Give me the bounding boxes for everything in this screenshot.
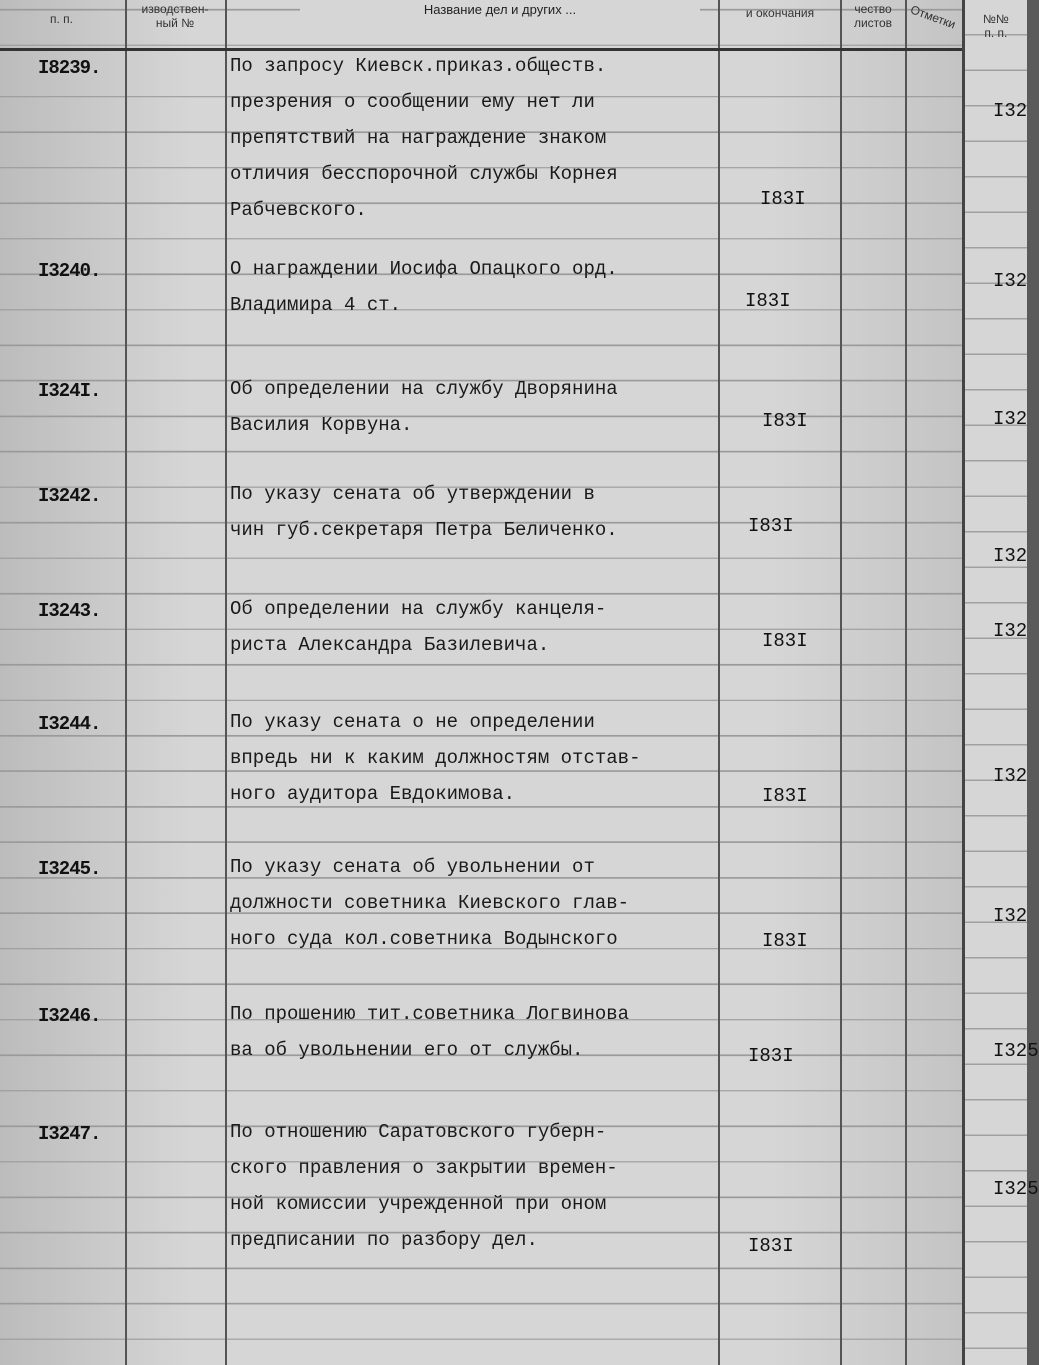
entry-year: I83I xyxy=(762,630,808,652)
entry-number: I3245. xyxy=(38,858,101,880)
header-title: Название дел и других ... xyxy=(300,2,700,17)
facing-page-number: I32 xyxy=(993,905,1028,927)
column-divider xyxy=(905,0,907,1365)
header-prod: изводствен- ный № xyxy=(141,2,209,30)
entry-year: I83I xyxy=(762,410,808,432)
entry-year: I83I xyxy=(762,785,808,807)
facing-page-number: I325 xyxy=(993,1178,1039,1200)
entry-number: I3243. xyxy=(38,600,101,622)
entry-title: О награждении Иосифа Опацкого орд. Владимира 4 ст. xyxy=(230,258,618,316)
column-divider xyxy=(125,0,127,1365)
header-num: п. п. xyxy=(50,12,73,26)
facing-page-number: I325 xyxy=(993,1040,1039,1062)
facing-page-number: I32 xyxy=(993,100,1028,122)
entry-year: I83I xyxy=(748,1045,794,1067)
entry-year: I83I xyxy=(760,188,806,210)
column-divider xyxy=(225,0,227,1365)
entry-number: I3240. xyxy=(38,260,101,282)
right-header: №№ п. п. xyxy=(983,12,1009,40)
entry-title: По прошению тит.советника Логвинова ва об увольнении его от службы. xyxy=(230,1003,630,1061)
entry-year: I83I xyxy=(748,515,794,537)
header-sheets: чество листов xyxy=(853,2,893,30)
facing-page-number: I32 xyxy=(993,408,1028,430)
header-notes: Отметки xyxy=(908,2,958,32)
entry-year: I83I xyxy=(748,1235,794,1257)
entry-number: I3246. xyxy=(38,1005,101,1027)
facing-page-number: I32 xyxy=(993,620,1028,642)
entry-title: По указу сената о не определении впредь ни к каким должностям отстав- ного аудитора Евдокимова. xyxy=(230,711,641,805)
entry-title: По указу сената об утверждении в чин губ.секретаря Петра Беличенко. xyxy=(230,483,618,541)
facing-page xyxy=(962,0,1039,1365)
entry-year: I83I xyxy=(745,290,791,312)
facing-page-number: I32 xyxy=(993,765,1028,787)
column-divider xyxy=(840,0,842,1365)
entry-title: По запросу Киевск.приказ.обществ. презрения о сообщении ему нет ли препятствий на награждение знаком отличия бесспорочной службы Корнея Рабчевского. xyxy=(230,55,618,221)
entry-title: По отношению Саратовского губерн- ского правления о закрытии времен- ной комиссии учрежденной при оном предписании по разбору дел. xyxy=(230,1121,618,1251)
facing-page-number: I32 xyxy=(993,545,1028,567)
entry-number: I324I. xyxy=(38,380,101,402)
facing-page-number: I32 xyxy=(993,270,1028,292)
entry-number: I8239. xyxy=(38,57,101,79)
entry-number: I3247. xyxy=(38,1123,101,1145)
entry-number: I3242. xyxy=(38,485,101,507)
header-dates: и окончания xyxy=(745,6,815,20)
entry-title: Об определении на службу Дворянина Василия Корвуна. xyxy=(230,378,618,436)
entry-year: I83I xyxy=(762,930,808,952)
entry-title: По указу сената об увольнении от должности советника Киевского глав- ного суда кол.советника Водынского xyxy=(230,856,630,950)
entry-title: Об определении на службу канцеля- риста Александра Базилевича. xyxy=(230,598,607,656)
entry-number: I3244. xyxy=(38,713,101,735)
